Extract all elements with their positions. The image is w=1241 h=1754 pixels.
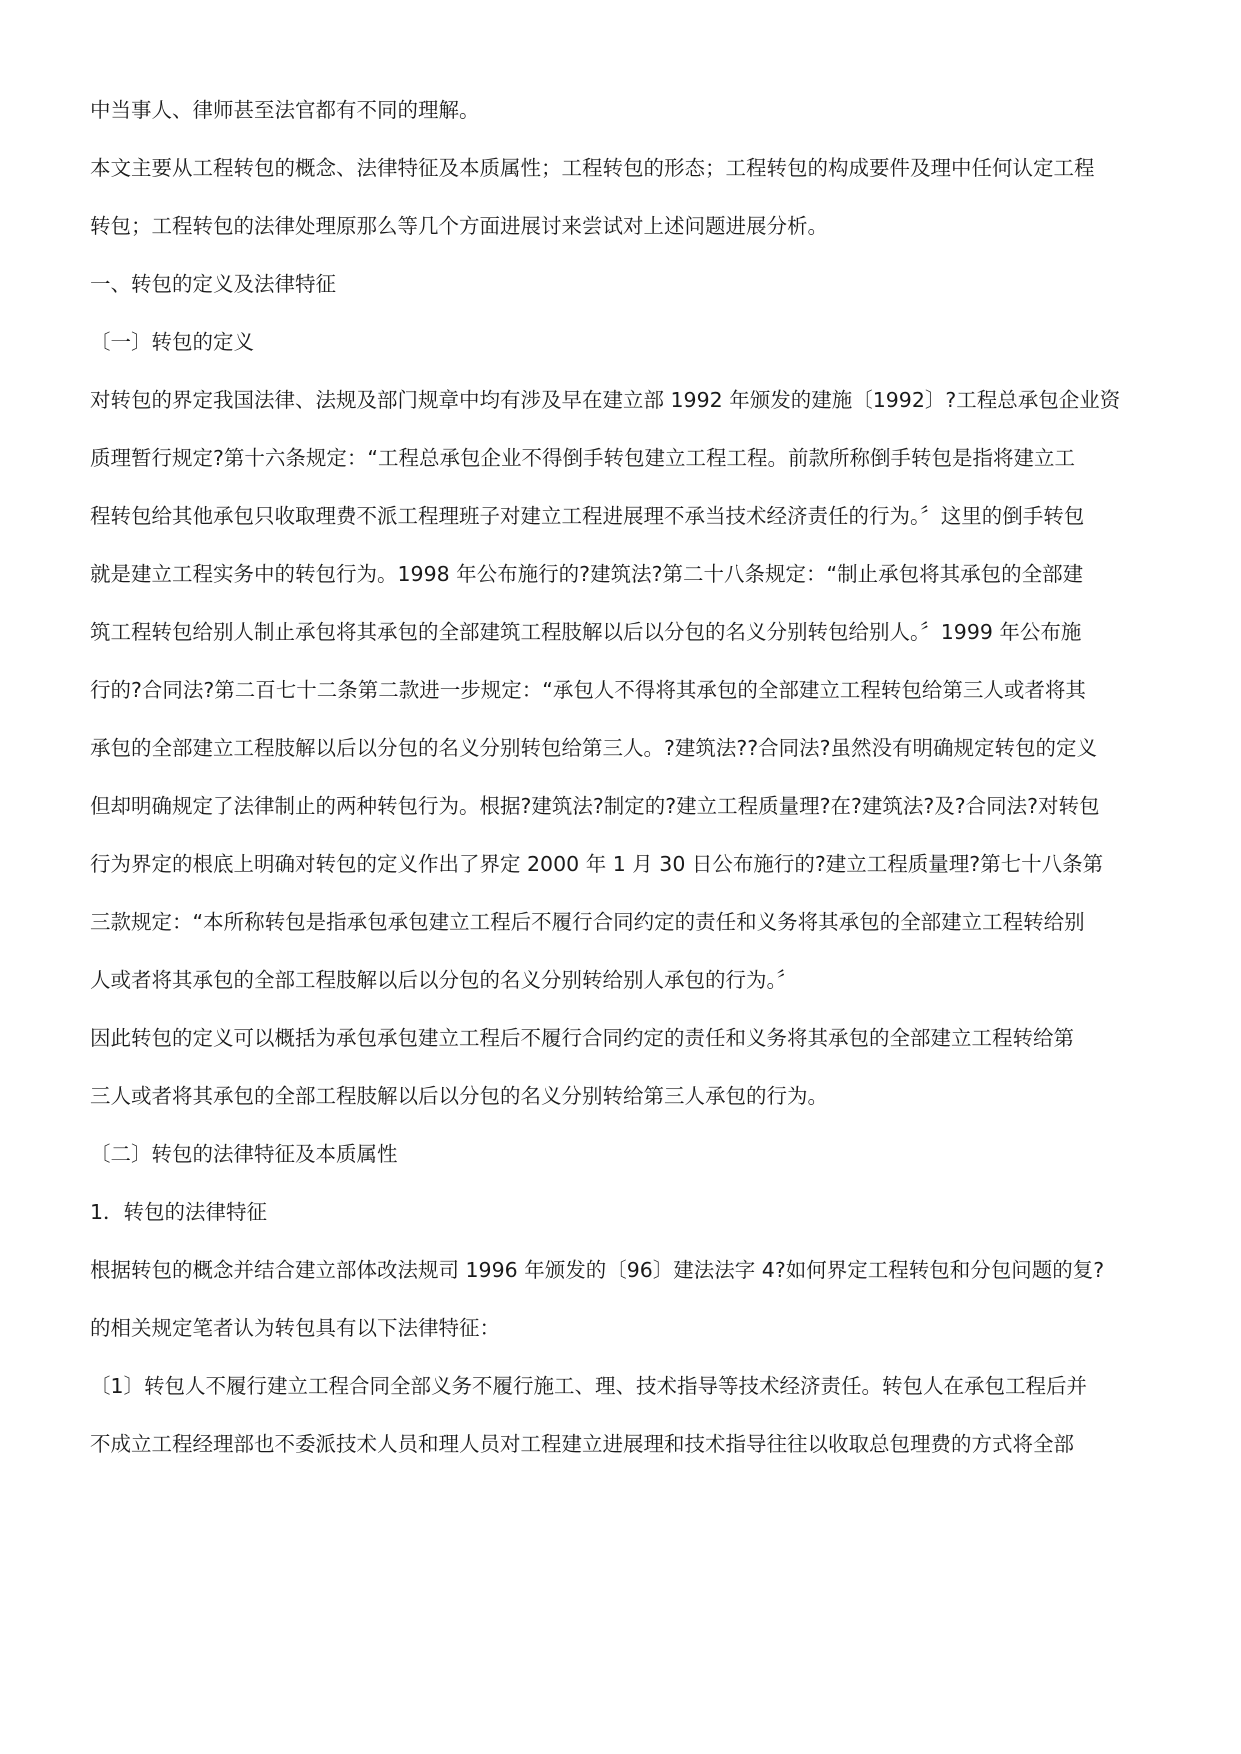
text-line: 人或者将其承包的全部工程肢解以后以分包的名义分别转给别人承包的行为。〞 [90,968,798,992]
text-line: 根据转包的概念并结合建立部体改法规司 1996 年颁发的〔96〕建法法字 4?如何界定工程转包和分包问题的复? [90,1258,1105,1282]
text-line: 对转包的界定我国法律、法规及部门规章中均有涉及早在建立部 1992 年颁发的建施〔1992〕?工程总承包企业资 [90,388,1121,412]
subsection-heading: 〔二〕转包的法律特征及本质属性 [90,1142,398,1166]
text-line: 三人或者将其承包的全部工程肢解以后以分包的名义分别转给第三人承包的行为。 [90,1084,828,1108]
section-heading: 一、转包的定义及法律特征 [90,272,336,296]
text-line: 但却明确规定了法律制止的两种转包行为。根据?建筑法?制定的?建立工程质量理?在?建筑法?及?合同法?对转包 [90,794,1100,818]
text-line: 筑工程转包给别人制止承包将其承包的全部建筑工程肢解以后以分包的名义分别转包给别人。〞1999 年公布施 [90,620,1082,644]
text-line: 程转包给其他承包只收取理费不派工程理班子对建立工程进展理不承当技术经济责任的行为。〞这里的倒手转包 [90,504,1085,528]
text-line: 承包的全部建立工程肢解以后以分包的名义分别转包给第三人。?建筑法??合同法?虽然没有明确规定转包的定义 [90,736,1098,760]
text-line: 本文主要从工程转包的概念、法律特征及本质属性；工程转包的形态；工程转包的构成要件及理中任何认定工程 [90,156,1095,180]
text-line: 转包；工程转包的法律处理原那么等几个方面进展讨来尝试对上述问题进展分析。 [90,214,828,238]
text-line: 〔1〕转包人不履行建立工程合同全部义务不履行施工、理、技术指导等技术经济责任。转包人在承包工程后并 [90,1374,1088,1398]
text-line: 中当事人、律师甚至法官都有不同的理解。 [90,98,480,122]
text-line: 质理暂行规定?第十六条规定：“工程总承包企业不得倒手转包建立工程工程。前款所称倒手转包是指将建立工 [90,446,1075,470]
text-line: 因此转包的定义可以概括为承包承包建立工程后不履行合同约定的责任和义务将其承包的全部建立工程转给第 [90,1026,1074,1050]
subsection-heading: 〔一〕转包的定义 [90,330,254,354]
text-line: 行的?合同法?第二百七十二条第二款进一步规定：“承包人不得将其承包的全部建立工程转包给第三人或者将其 [90,678,1086,702]
text-line: 三款规定：“本所称转包是指承包承包建立工程后不履行合同约定的责任和义务将其承包的全部建立工程转给别 [90,910,1085,934]
text-line: 就是建立工程实务中的转包行为。1998 年公布施行的?建筑法?第二十八条规定：“制止承包将其承包的全部建 [90,562,1084,586]
numbered-heading: 1．转包的法律特征 [90,1200,268,1224]
text-line: 不成立工程经理部也不委派技术人员和理人员对工程建立进展理和技术指导往往以收取总包理费的方式将全部 [90,1432,1074,1456]
text-line: 的相关规定笔者认为转包具有以下法律特征： [90,1316,500,1340]
text-line: 行为界定的根底上明确对转包的定义作出了界定 2000 年 1 月 30 日公布施行的?建立工程质量理?第七十八条第 [90,852,1104,876]
